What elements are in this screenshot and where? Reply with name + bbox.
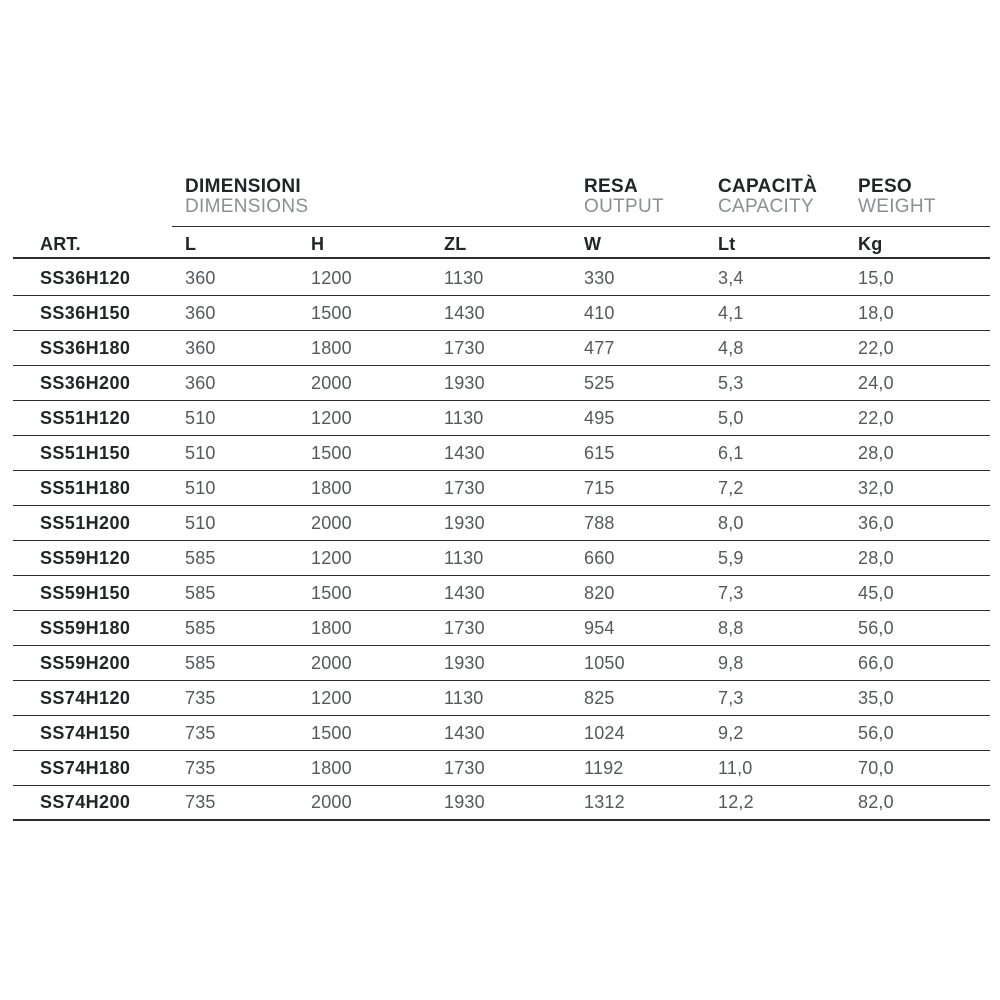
- cell-value: 495: [584, 407, 615, 428]
- group-header-weight: [858, 177, 990, 217]
- cell-value: 1930: [444, 512, 485, 533]
- cell-value: 9,2: [718, 722, 744, 743]
- column-header-l: L: [185, 233, 197, 254]
- cell-value: 585: [185, 652, 216, 673]
- cell-value: 2000: [311, 372, 352, 393]
- cell-value: 1930: [444, 792, 485, 812]
- cell-value: 2000: [311, 652, 352, 673]
- group-header-underline: [172, 226, 990, 227]
- table-row: [13, 436, 990, 471]
- cell-value: 22,0: [858, 337, 894, 358]
- cell-value: 1800: [311, 757, 352, 778]
- cell-value: 11,0: [718, 757, 753, 778]
- table-row: [13, 751, 990, 786]
- cell-value: 1130: [444, 687, 484, 708]
- cell-value: 820: [584, 582, 615, 603]
- cell-value: 1312: [584, 792, 625, 812]
- cell-value: 56,0: [858, 722, 894, 743]
- article-code: SS51H150: [40, 442, 131, 463]
- cell-value: 36,0: [858, 512, 894, 533]
- cell-value: 2000: [311, 512, 352, 533]
- article-code: SS74H200: [40, 792, 131, 812]
- cell-value: 788: [584, 512, 615, 533]
- article-code: SS36H200: [40, 372, 131, 393]
- group-header-primary: CAPACITÀ: [718, 176, 818, 197]
- cell-value: 1130: [444, 267, 484, 288]
- column-header-w: W: [584, 233, 602, 254]
- cell-value: 1200: [311, 687, 352, 708]
- cell-value: 1430: [444, 302, 485, 323]
- cell-value: 35,0: [858, 687, 894, 708]
- cell-value: 4,1: [718, 302, 744, 323]
- table-row: [13, 366, 990, 401]
- article-code: SS59H200: [40, 652, 131, 673]
- cell-value: 7,3: [718, 687, 744, 708]
- article-code: SS74H120: [40, 687, 131, 708]
- cell-value: 1430: [444, 442, 485, 463]
- group-header-capacity: [718, 177, 858, 217]
- group-header-secondary: WEIGHT: [858, 196, 936, 217]
- cell-value: 510: [185, 512, 216, 533]
- cell-value: 1800: [311, 337, 352, 358]
- column-header-kg: Kg: [858, 233, 883, 254]
- cell-value: 585: [185, 617, 216, 638]
- cell-value: 5,3: [718, 372, 744, 393]
- article-code: SS51H120: [40, 407, 131, 428]
- cell-value: 1730: [444, 477, 485, 498]
- cell-value: 410: [584, 302, 615, 323]
- column-header-zl: ZL: [444, 233, 467, 254]
- cell-value: 70,0: [858, 757, 894, 778]
- cell-value: 56,0: [858, 617, 894, 638]
- cell-value: 1730: [444, 617, 485, 638]
- cell-value: 1192: [584, 757, 624, 778]
- cell-value: 477: [584, 337, 615, 358]
- column-header-art: ART.: [40, 233, 81, 254]
- cell-value: 1500: [311, 582, 352, 603]
- group-header-secondary: CAPACITY: [718, 196, 815, 217]
- article-code: SS36H150: [40, 302, 131, 323]
- cell-value: 7,3: [718, 582, 744, 603]
- table-body: [13, 261, 990, 821]
- group-header-primary: DIMENSIONI: [185, 176, 301, 197]
- cell-value: 28,0: [858, 442, 894, 463]
- cell-value: 330: [584, 267, 615, 288]
- cell-value: 1500: [311, 722, 352, 743]
- article-code: SS59H150: [40, 582, 131, 603]
- cell-value: 8,0: [718, 512, 744, 533]
- table-row: [13, 471, 990, 506]
- table-column-header-row: [13, 231, 990, 259]
- group-header-dimensions: [185, 177, 584, 217]
- table-row: [13, 646, 990, 681]
- cell-value: 18,0: [858, 302, 894, 323]
- cell-value: 1200: [311, 267, 352, 288]
- cell-value: 7,2: [718, 477, 744, 498]
- cell-value: 615: [584, 442, 615, 463]
- cell-value: 825: [584, 687, 615, 708]
- cell-value: 1730: [444, 757, 485, 778]
- article-code: SS36H120: [40, 267, 131, 288]
- cell-value: 6,1: [718, 442, 744, 463]
- table-group-header-row: [13, 177, 990, 217]
- cell-value: 12,2: [718, 792, 754, 812]
- cell-value: 45,0: [858, 582, 894, 603]
- cell-value: 9,8: [718, 652, 744, 673]
- cell-value: 24,0: [858, 372, 894, 393]
- cell-value: 1024: [584, 722, 625, 743]
- cell-value: 510: [185, 477, 216, 498]
- column-header-h: H: [311, 233, 325, 254]
- article-code: SS51H180: [40, 477, 131, 498]
- cell-value: 82,0: [858, 792, 894, 812]
- cell-value: 1200: [311, 407, 352, 428]
- group-header-primary: PESO: [858, 176, 912, 197]
- cell-value: 5,0: [718, 407, 744, 428]
- group-header-output: [584, 177, 718, 217]
- cell-value: 360: [185, 267, 216, 288]
- cell-value: 15,0: [858, 267, 894, 288]
- cell-value: 8,8: [718, 617, 744, 638]
- table-row: [13, 331, 990, 366]
- cell-value: 1130: [444, 547, 484, 568]
- article-code: SS59H180: [40, 617, 131, 638]
- cell-value: 585: [185, 547, 216, 568]
- cell-value: 32,0: [858, 477, 894, 498]
- group-header-secondary: DIMENSIONS: [185, 196, 309, 217]
- cell-value: 22,0: [858, 407, 894, 428]
- table-row: [13, 401, 990, 436]
- table-row: [13, 611, 990, 646]
- cell-value: 1200: [311, 547, 352, 568]
- column-header-lt: Lt: [718, 233, 736, 254]
- group-header-secondary: OUTPUT: [584, 196, 664, 217]
- table-row: [13, 296, 990, 331]
- cell-value: 510: [185, 407, 216, 428]
- table-row: [13, 506, 990, 541]
- cell-value: 735: [185, 722, 216, 743]
- cell-value: 28,0: [858, 547, 894, 568]
- table-row: [13, 716, 990, 751]
- cell-value: 360: [185, 337, 216, 358]
- cell-value: 1500: [311, 442, 352, 463]
- cell-value: 715: [584, 477, 615, 498]
- cell-value: 66,0: [858, 652, 894, 673]
- cell-value: 525: [584, 372, 615, 393]
- cell-value: 510: [185, 442, 216, 463]
- group-header-primary: RESA: [584, 176, 638, 197]
- cell-value: 1730: [444, 337, 485, 358]
- article-code: SS36H180: [40, 337, 131, 358]
- cell-value: 4,8: [718, 337, 744, 358]
- cell-value: 5,9: [718, 547, 744, 568]
- cell-value: 1430: [444, 722, 485, 743]
- cell-value: 585: [185, 582, 216, 603]
- cell-value: 360: [185, 302, 216, 323]
- cell-value: 1050: [584, 652, 625, 673]
- table-row: [13, 786, 990, 821]
- table-row: [13, 576, 990, 611]
- table-row: [13, 541, 990, 576]
- cell-value: 3,4: [718, 267, 744, 288]
- article-code: SS51H200: [40, 512, 131, 533]
- cell-value: 1130: [444, 407, 484, 428]
- cell-value: 735: [185, 792, 216, 812]
- cell-value: 1930: [444, 372, 485, 393]
- cell-value: 1500: [311, 302, 352, 323]
- article-code: SS74H180: [40, 757, 131, 778]
- cell-value: 735: [185, 757, 216, 778]
- cell-value: 954: [584, 617, 615, 638]
- article-code: SS74H150: [40, 722, 131, 743]
- cell-value: 360: [185, 372, 216, 393]
- cell-value: 1800: [311, 617, 352, 638]
- table-row: [13, 261, 990, 296]
- article-code: SS59H120: [40, 547, 131, 568]
- cell-value: 1930: [444, 652, 485, 673]
- cell-value: 660: [584, 547, 615, 568]
- table-row: [13, 681, 990, 716]
- cell-value: 1430: [444, 582, 485, 603]
- cell-value: 2000: [311, 792, 352, 812]
- cell-value: 735: [185, 687, 216, 708]
- cell-value: 1800: [311, 477, 352, 498]
